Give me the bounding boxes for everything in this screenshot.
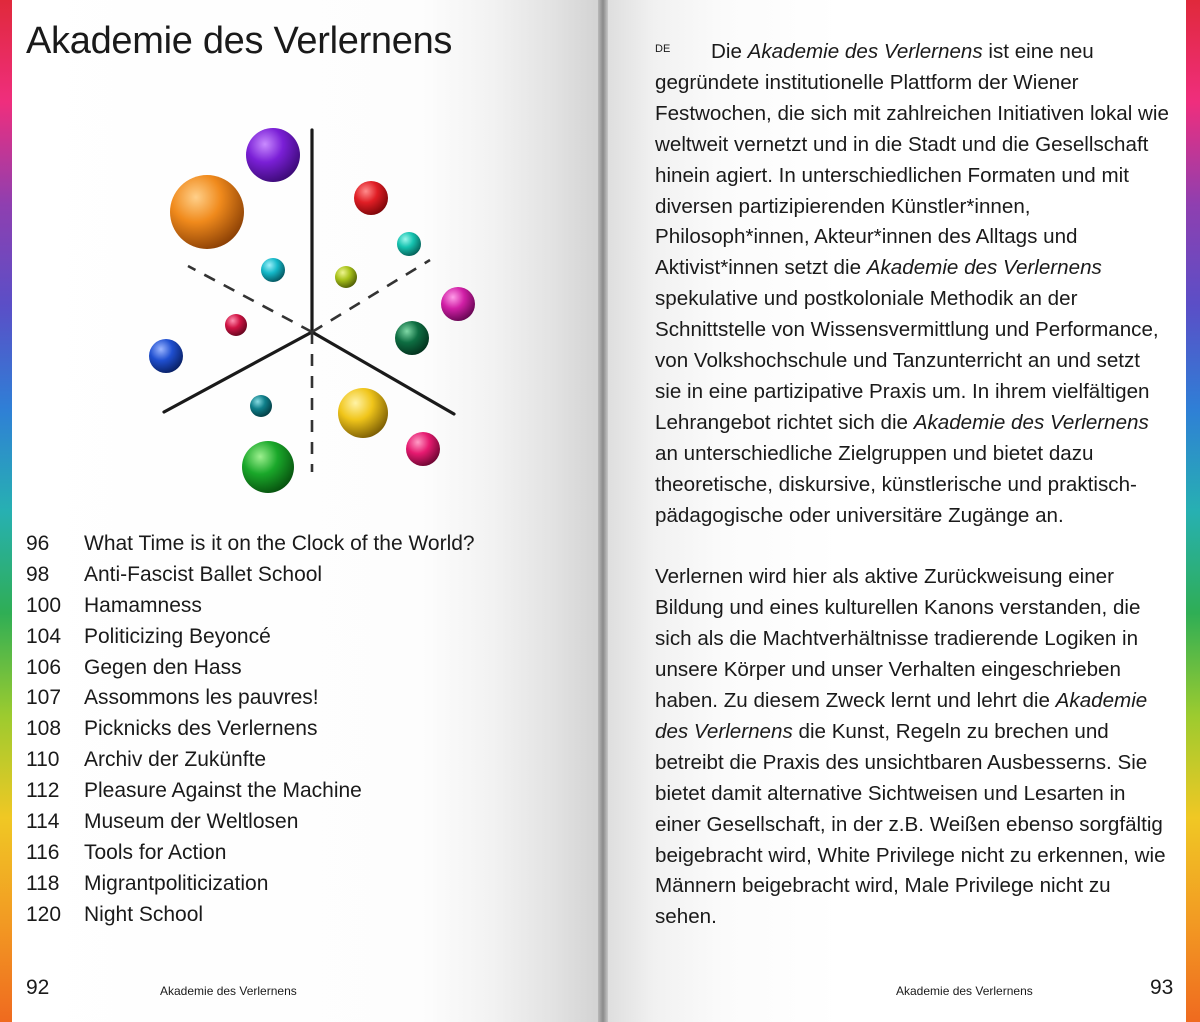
toc-row [26, 590, 586, 621]
dashed-axis-lines [188, 260, 430, 472]
toc-row [26, 775, 586, 806]
sphere-teal [397, 232, 421, 256]
sphere-magenta [441, 287, 475, 321]
toc-row [26, 682, 586, 713]
toc-entry-title: Anti-Fascist Ballet School [84, 562, 323, 586]
toc-entry-title: Archiv der Zukünfte [84, 748, 267, 772]
rainbow-page-edge-left [0, 0, 12, 1022]
toc-page-number: 98 [26, 562, 50, 586]
toc-row [26, 868, 586, 899]
toc-page-number: 120 [26, 902, 62, 926]
toc-row [26, 528, 586, 559]
page-number-left: 92 [26, 976, 50, 999]
sphere-dark-green [395, 321, 429, 355]
text-run: ist eine neu gegründete institutionelle Plattform der Wiener Festwochen, die sich mit zahlreichen Initiativen lokal wie weltweit vernetzt und in die Stadt und die Gesellschaft hinein agiert. In unterschiedlichen Formaten und mit diversen partizipierenden Künstler*innen, Philosoph*innen, Akteur*innen des Alltags und Aktivist*innen setzt die [655, 40, 1169, 280]
toc-row [26, 899, 586, 930]
toc-entry-title: Politicizing Beyoncé [84, 624, 271, 648]
toc-page-number: 100 [26, 593, 62, 617]
toc-page-number: 116 [26, 840, 60, 864]
text-run: an unterschiedliche Zielgruppen und bietet dazu theoretische, diskursive, künstlerische und praktisch-pädagogische oder universitäre Zugänge an. [655, 441, 1137, 527]
toc-page-number: 118 [26, 871, 60, 895]
toc-entry-title: Assommons les pauvres! [84, 686, 319, 710]
toc-row [26, 652, 586, 683]
sphere-lime [335, 266, 357, 288]
right-page [608, 0, 1186, 1022]
text-run: die Kunst, Regeln zu brechen und betreibt die Praxis des unsichtbaren Ausbesserns. Sie bietet damit alternative Sichtweisen und Lesarten in einer Gesellschaft, in der z.B. Weißen ebenso sorgfältig beigebracht wird, White Privilege nicht zu erkennen, wie Männern beigebracht wird, Male Privilege nicht zu sehen. [655, 719, 1166, 929]
page-number-right: 93 [1150, 976, 1174, 999]
sphere-yellow [338, 388, 388, 438]
sphere-purple [246, 128, 300, 182]
language-marker: DE [655, 43, 671, 55]
text-run: Die [711, 40, 748, 63]
toc-row [26, 744, 586, 775]
molecule-diagram [132, 112, 482, 502]
sphere-cyan [261, 258, 285, 282]
table-of-contents [26, 528, 586, 930]
toc-entry-title: Picknicks des Verlernens [84, 717, 318, 741]
toc-entry-title: Hamamness [84, 593, 202, 617]
toc-row [26, 559, 586, 590]
toc-entry-title: Museum der Weltlosen [84, 809, 299, 833]
sphere-red [354, 181, 388, 215]
toc-page-number: 104 [26, 624, 62, 648]
toc-page-number: 107 [26, 686, 62, 710]
text-run-italic: Akademie des Verlernens [913, 410, 1149, 434]
toc-row [26, 621, 586, 652]
toc-row [26, 713, 586, 744]
text-run-italic: Akademie des Verlernens [655, 689, 1148, 743]
sphere-orange [170, 175, 244, 249]
running-head-right: Akademie des Verlernens [896, 984, 1033, 998]
text-run: spekulative und postkoloniale Methodik an der Schnittstelle von Wissensvermittlung und Performance, von Volkshochschule und Tanzunterricht an und setzt sie in eine partizipative Praxis um. In ihrem vielfältigen Lehrangebot richtet sich die [655, 287, 1159, 434]
toc-entry-title: What Time is it on the Clock of the World? [84, 531, 475, 555]
sphere-dark-teal [250, 395, 272, 417]
text-run: Verlernen wird hier als aktive Zurückweisung einer Bildung und eines kulturellen Kanons verstanden, die sich als die Machtverhältnisse tradierende Logiken in unsere Körper und unser Verhalten eingeschrieben haben. Zu diesem Zweck lernt und lehrt die [655, 565, 1141, 713]
toc-page-number: 112 [26, 779, 60, 803]
left-page [12, 0, 598, 1022]
text-run-italic: Akademie des Verlernens [866, 256, 1102, 280]
paragraph-2 [655, 562, 1171, 933]
text-run-italic: Akademie des Verlernens [747, 40, 983, 63]
sphere-blue [149, 339, 183, 373]
book-gutter [598, 0, 608, 1022]
sphere-green [242, 441, 294, 493]
rainbow-page-edge-right [1186, 0, 1200, 1022]
paragraph-1 [655, 34, 1171, 532]
toc-entry-title: Pleasure Against the Machine [84, 779, 362, 803]
toc-entry-title: Tools for Action [84, 840, 227, 864]
toc-entry-title: Gegen den Hass [84, 655, 242, 679]
page-title: Akademie des Verlernens [26, 20, 453, 62]
toc-page-number: 108 [26, 717, 62, 741]
running-head-left: Akademie des Verlernens [160, 984, 297, 998]
toc-entry-title: Migrantpoliticization [84, 871, 269, 895]
toc-entry-title: Night School [84, 902, 204, 926]
toc-page-number: 114 [26, 809, 60, 833]
toc-row [26, 806, 586, 837]
toc-page-number: 106 [26, 655, 62, 679]
sphere-pink [406, 432, 440, 466]
toc-page-number: 96 [26, 531, 50, 555]
toc-row [26, 837, 586, 868]
toc-page-number: 110 [26, 748, 60, 772]
body-text [655, 34, 1171, 933]
sphere-crimson [225, 314, 247, 336]
